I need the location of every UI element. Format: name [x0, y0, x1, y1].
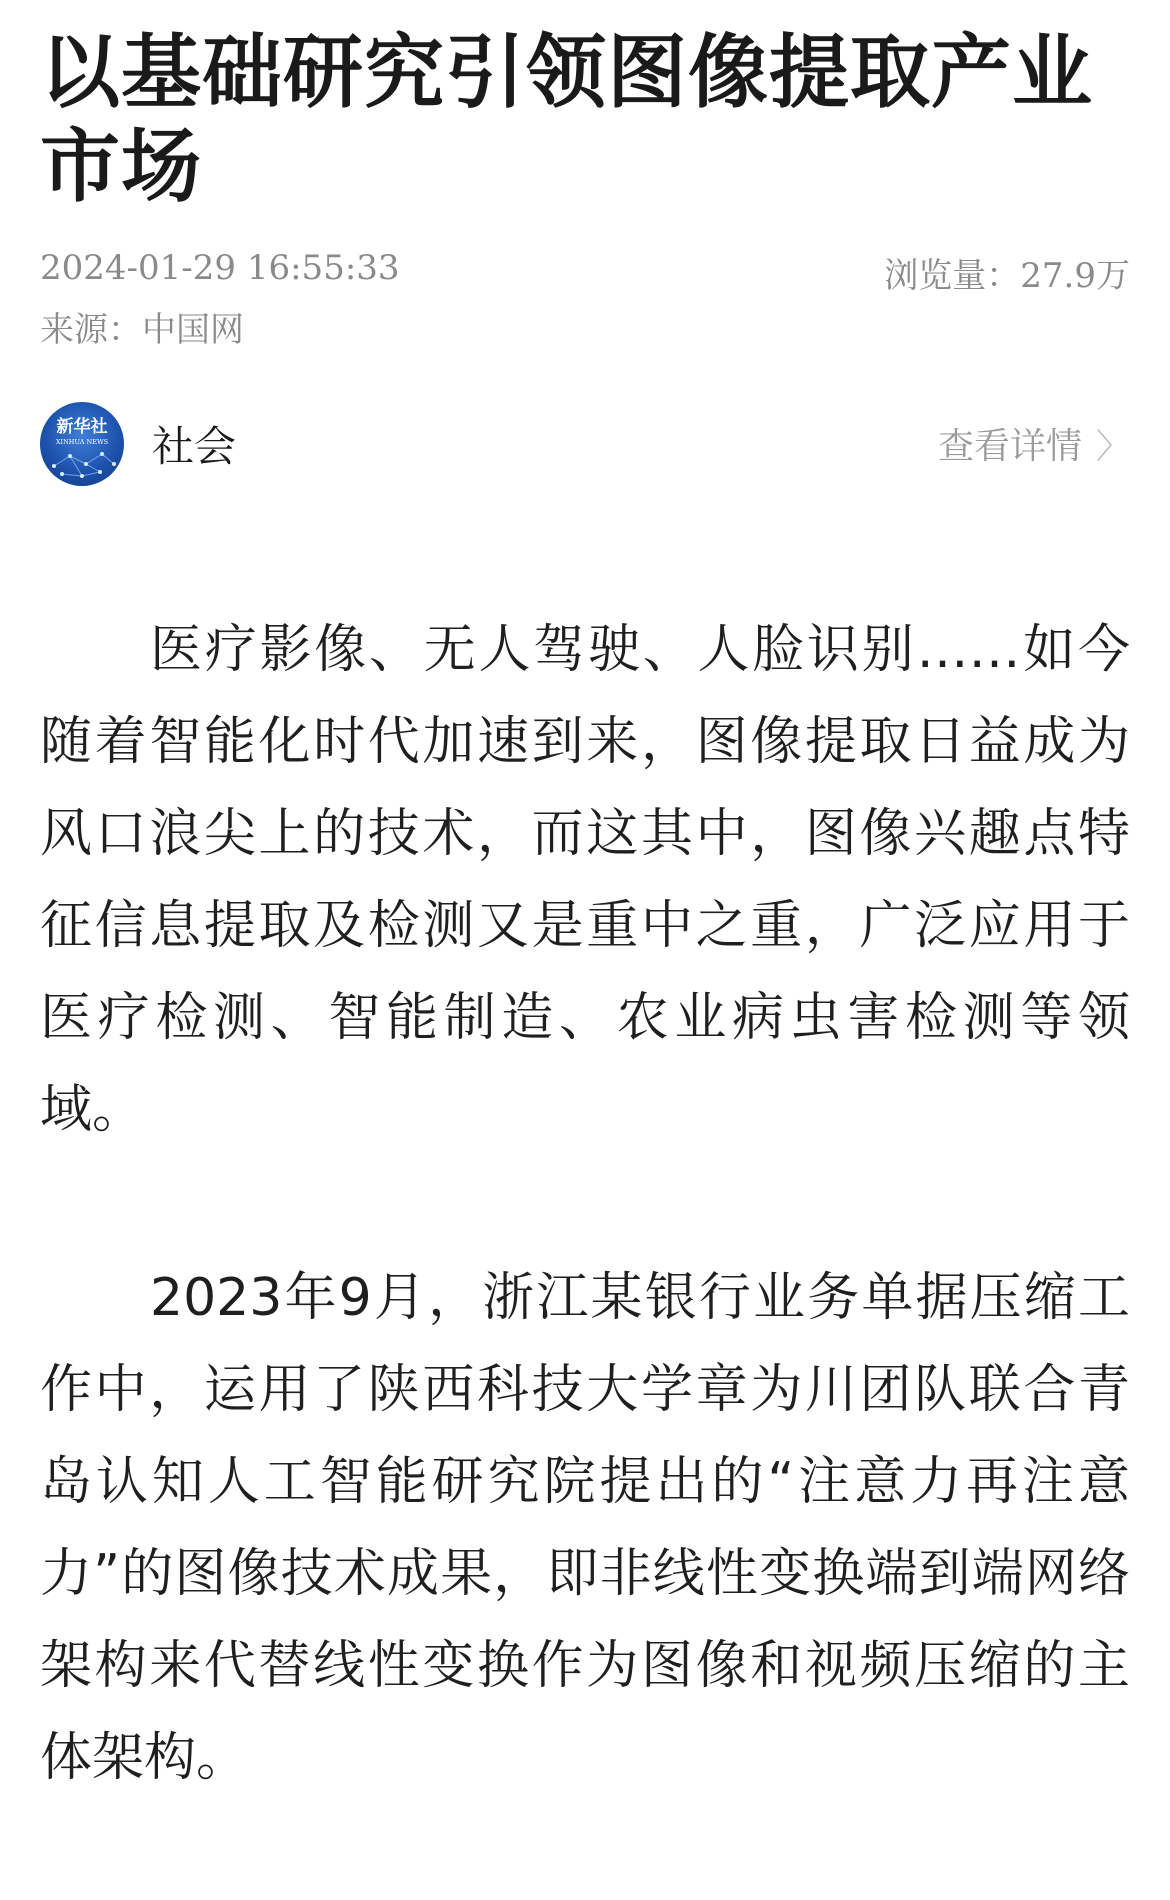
- view-count-value: 27.9万: [1020, 256, 1130, 296]
- view-details-label: 查看详情: [937, 426, 1082, 467]
- source-value: 中国网: [142, 310, 244, 350]
- view-count: [884, 248, 1130, 297]
- article-title: 以基础研究引领图像提取产业市场: [40, 26, 1093, 213]
- logo-text-cn: 新华社: [56, 417, 108, 437]
- article-body: [40, 604, 1130, 1900]
- article-source: [40, 302, 244, 351]
- xinhua-logo[interactable]: [40, 402, 124, 486]
- article-meta-row: [40, 248, 1130, 298]
- chevron-right-icon: 〉: [1096, 427, 1130, 467]
- body-paragraph-1: 医疗影像、无人驾驶、人脸识别……如今随着智能化时代加速到来，图像提取日益成为风口浪尖上的技术，而这其中，图像兴趣点特征信息提取及检测又是重中之重，广泛应用于医疗检测、智能制造、农业病虫害检测等领域。: [40, 620, 1130, 1140]
- body-paragraph-2: 2023年9月，浙江某银行业务单据压缩工作中，运用了陕西科技大学章为川团队联合青岛认知人工智能研究院提出的“注意力再注意力”的图像技术成果，即非线性变换端到端网络架构来代替线性变换作为图像和视频压缩的主体架构。: [40, 1268, 1130, 1788]
- xinhua-logo-graphic: [40, 402, 124, 486]
- view-details-link[interactable]: [938, 418, 1130, 469]
- view-count-label: 浏览量：: [884, 256, 1021, 296]
- logo-text-en: XINHUA NEWS: [55, 438, 109, 446]
- author-bar[interactable]: [40, 402, 1130, 488]
- publish-datetime: 2024-01-29 16:55:33: [40, 248, 400, 288]
- source-label: 来源：: [40, 310, 142, 350]
- channel-name[interactable]: 社会: [152, 422, 237, 471]
